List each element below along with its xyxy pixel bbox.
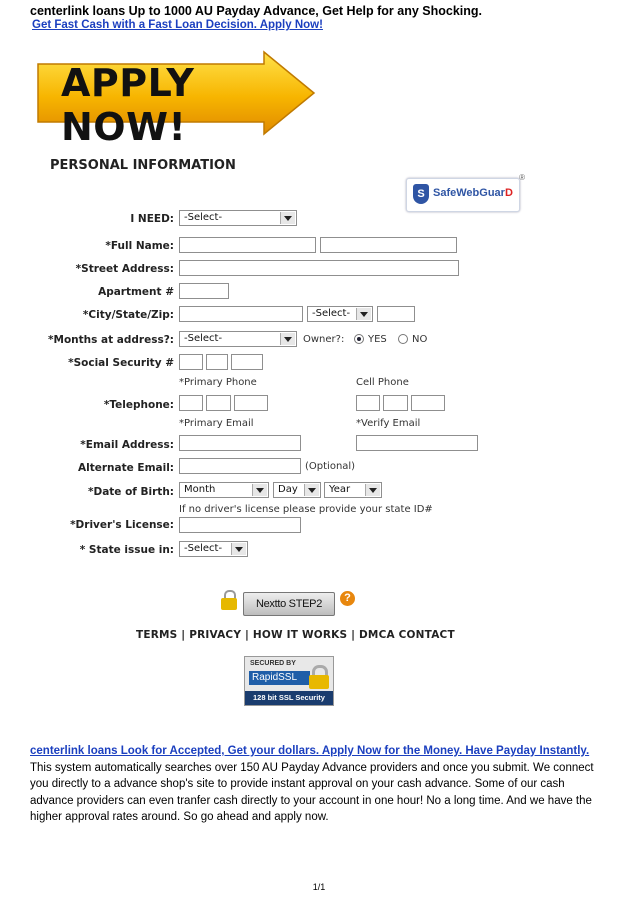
alt-email-input[interactable] — [179, 458, 301, 474]
cell-phone-prefix-input[interactable] — [383, 395, 408, 411]
owner-yes-label: YES — [368, 334, 387, 345]
city-input[interactable] — [179, 306, 303, 322]
primary-phone-prefix-input[interactable] — [206, 395, 231, 411]
i-need-select[interactable] — [179, 210, 297, 226]
street-input[interactable] — [179, 260, 459, 276]
chevron-down-icon — [280, 333, 295, 345]
owner-label: Owner?: — [303, 334, 345, 345]
apartment-input[interactable] — [179, 283, 229, 299]
chevron-down-icon — [252, 484, 267, 496]
email-input[interactable] — [179, 435, 301, 451]
next-step-button[interactable]: Nextto STEP2 — [243, 592, 335, 616]
padlock-icon — [309, 665, 327, 687]
dob-label: *Date of Birth: — [88, 486, 174, 498]
owner-no-label: NO — [412, 334, 428, 345]
ssn-part1-input[interactable] — [179, 354, 203, 370]
chevron-down-icon — [356, 308, 371, 320]
help-icon[interactable]: ? — [340, 591, 355, 606]
alt-email-label: Alternate Email: — [78, 462, 174, 474]
telephone-label: *Telephone: — [103, 399, 174, 411]
dl-input[interactable] — [179, 517, 301, 533]
primary-phone-line-input[interactable] — [234, 395, 268, 411]
ssl-secured-text: SECURED BY — [250, 660, 296, 667]
dl-hint: If no driver's license please provide your state ID# — [179, 504, 433, 515]
ssn-part2-input[interactable] — [206, 354, 228, 370]
cell-phone-label: Cell Phone — [356, 377, 409, 388]
badge-brand-right: D — [504, 187, 513, 199]
apply-now-banner[interactable] — [36, 50, 316, 149]
dob-month-select[interactable] — [179, 482, 269, 498]
verify-email-input[interactable] — [356, 435, 478, 451]
body-paragraph — [30, 743, 610, 826]
badge-registered: ® — [519, 173, 525, 182]
safewebguard-badge — [406, 173, 525, 212]
ssl-bar-text: 128 bit SSL Security — [245, 691, 333, 705]
page-number: 1/1 — [312, 882, 326, 892]
lock-icon — [221, 590, 237, 610]
chevron-down-icon — [365, 484, 380, 496]
state-issue-value: -Select- — [184, 543, 223, 554]
section-title: PERSONAL INFORMATION — [50, 158, 236, 173]
state-value: -Select- — [312, 308, 351, 319]
state-select[interactable] — [307, 306, 373, 322]
i-need-value: -Select- — [184, 212, 223, 223]
optional-label: (Optional) — [305, 461, 356, 472]
zip-input[interactable] — [377, 306, 415, 322]
privacy-link[interactable]: PRIVACY — [189, 629, 242, 641]
verify-email-label: *Verify Email — [356, 418, 421, 429]
chevron-down-icon — [280, 212, 295, 224]
months-label: *Months at address?: — [48, 334, 174, 346]
dob-year-select[interactable] — [324, 482, 382, 498]
state-issue-label: * State issue in: — [79, 544, 174, 556]
cell-phone-line-input[interactable] — [411, 395, 445, 411]
apartment-label: Apartment # — [98, 286, 174, 298]
owner-no-radio[interactable] — [398, 334, 408, 344]
months-select[interactable] — [179, 331, 297, 347]
cell-phone-area-input[interactable] — [356, 395, 380, 411]
ssn-label: *Social Security # — [68, 357, 174, 369]
dob-month-value: Month — [184, 484, 216, 495]
first-name-input[interactable] — [179, 237, 316, 253]
street-label: *Street Address: — [75, 263, 174, 275]
paragraph-text: This system automatically searches over 150 AU Payday Advance providers and once you submit. We connect you directly to a advance shop's site to provide instant approval on your cash advance. Some of our cash advance providers can even tranfer cash directly to your account in one hour! No a long time. And we have the higher approval rates around. So go ahead and apply now. — [30, 761, 594, 823]
months-value: -Select- — [184, 333, 223, 344]
badge-brand-mid: WebGuar — [456, 187, 505, 199]
how-it-works-link[interactable]: HOW IT WORKS — [252, 629, 348, 641]
top-link[interactable]: Get Fast Cash with a Fast Loan Decision. Apply Now! — [32, 19, 323, 31]
rapidssl-badge — [244, 656, 334, 706]
page-title: centerlink loans Up to 1000 AU Payday Advance, Get Help for any Shocking. — [30, 4, 482, 18]
email-label: *Email Address: — [80, 439, 174, 451]
primary-phone-label: *Primary Phone — [179, 377, 257, 388]
chevron-down-icon — [231, 543, 246, 555]
footer-nav: TERMS | PRIVACY | HOW IT WORKS | DMCA CONTACT — [136, 629, 455, 641]
primary-phone-area-input[interactable] — [179, 395, 203, 411]
full-name-label: *Full Name: — [105, 240, 174, 252]
owner-yes-radio[interactable] — [354, 334, 364, 344]
dmca-contact-link[interactable]: DMCA CONTACT — [359, 629, 455, 641]
apply-now-text: APPLY NOW! — [61, 61, 195, 149]
dob-day-value: Day — [278, 484, 298, 495]
shield-icon: S — [413, 184, 429, 204]
city-label: *City/State/Zip: — [82, 309, 174, 321]
dl-label: *Driver's License: — [70, 519, 174, 531]
paragraph-link[interactable]: centerlink loans Look for Accepted, Get your dollars. Apply Now for the Money. Have Payday Instantly. — [30, 745, 590, 757]
ssn-part3-input[interactable] — [231, 354, 263, 370]
ssl-brand: RapidSSL — [249, 671, 310, 685]
primary-email-label: *Primary Email — [179, 418, 254, 429]
dob-day-select[interactable] — [273, 482, 321, 498]
chevron-down-icon — [304, 484, 319, 496]
last-name-input[interactable] — [320, 237, 457, 253]
dob-year-value: Year — [329, 484, 351, 495]
terms-link[interactable]: TERMS — [136, 629, 178, 641]
i-need-label: I NEED: — [130, 213, 174, 225]
badge-brand-left: Safe — [433, 187, 457, 199]
state-issue-select[interactable] — [179, 541, 248, 557]
